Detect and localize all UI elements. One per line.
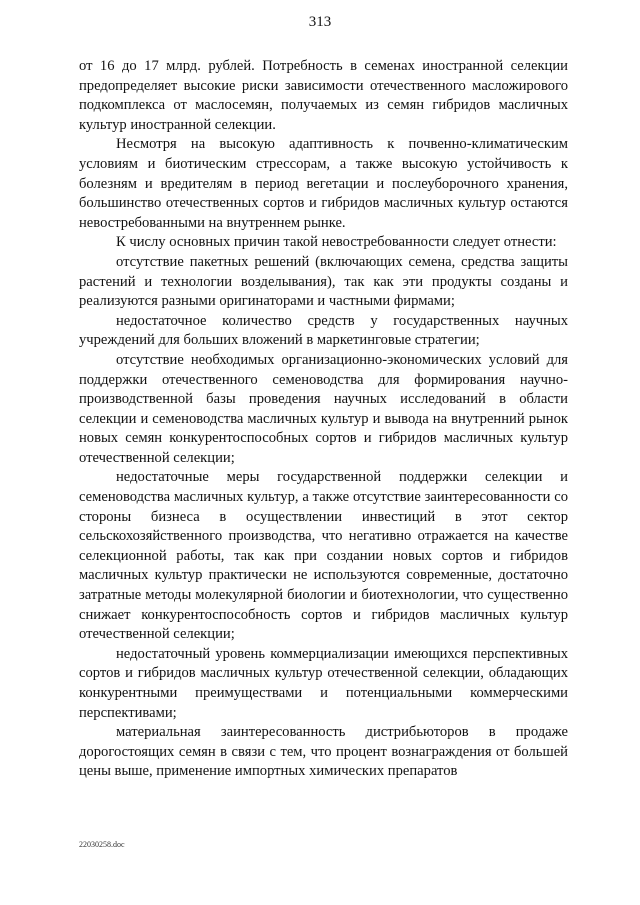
body-text [79, 57, 568, 782]
list-item-insufficient-funds: недостаточное количество средств у государственных научных учреждений для больших вложений в маркетинговые стратегии; [79, 312, 568, 349]
paragraph-continuation: от 16 до 17 млрд. рублей. Потребность в семенах иностранной селекции предопределяет высокие риски зависимости отечественного масложирового подкомплекса от маслосемян, получаемых из семян гибридов масличных культур иностранной селекции. [79, 58, 568, 133]
page-number: 313 [308, 14, 332, 30]
list-item-organizational-conditions: отсутствие необходимых организационно-экономических условий для поддержки отечественного семеноводства для формирования научно-производственной базы проведения научных исследований в области селекции и семеноводства масличных культур и вывода на внутренний рынок новых семян конкурентоспособных сортов и гибридов масличных культур отечественной селекции; [79, 351, 568, 466]
list-item-distributor-interest: материальная заинтересованность дистрибьюторов в продаже дорогостоящих семян в связи с тем, что процент вознаграждения от большей цены выше, применение импортных химических препаратов [79, 724, 568, 780]
paragraph-reasons-intro: К числу основных причин такой невостребованности следует отнести: [116, 234, 557, 251]
document-footer: 22030258.doc [79, 840, 125, 849]
list-item-state-support: недостаточные меры государственной поддержки селекции и семеноводства масличных культур, а также отсутствие заинтересованности со стороны бизнеса в осуществлении инвестиций в этот сектор сельскохозяйственного производства, что негативно отражается на качестве селекционной работы, так как при создании новых сортов и гибридов масличных культур практически не используются современные, достаточно затратные методы молекулярной биологии и биотехнологии, что существенно снижает конкурентоспособность сортов и гибридов масличных культур отечественной селекции; [79, 469, 568, 643]
paragraph-adaptivity: Несмотря на высокую адаптивность к почвенно-климатическим условиям и биотическим стрессорам, а также высокую устойчивость к болезням и вредителям в период вегетации и послеуборочного хранения, большинство отечественных сортов и гибридов масличных культур остаются невостребованными на внутреннем рынке. [79, 136, 568, 231]
list-item-commercialization: недостаточный уровень коммерциализации имеющихся перспективных сортов и гибридов масличных культур отечественной селекции, обладающих конкурентными преимуществами и потенциальными коммерческими перспективами; [79, 645, 568, 721]
list-item-package-solutions: отсутствие пакетных решений (включающих семена, средства защиты растений и технологии возделывания), так как эти продукты созданы и реализуются разными оригинаторами и частными фирмами; [79, 253, 568, 310]
